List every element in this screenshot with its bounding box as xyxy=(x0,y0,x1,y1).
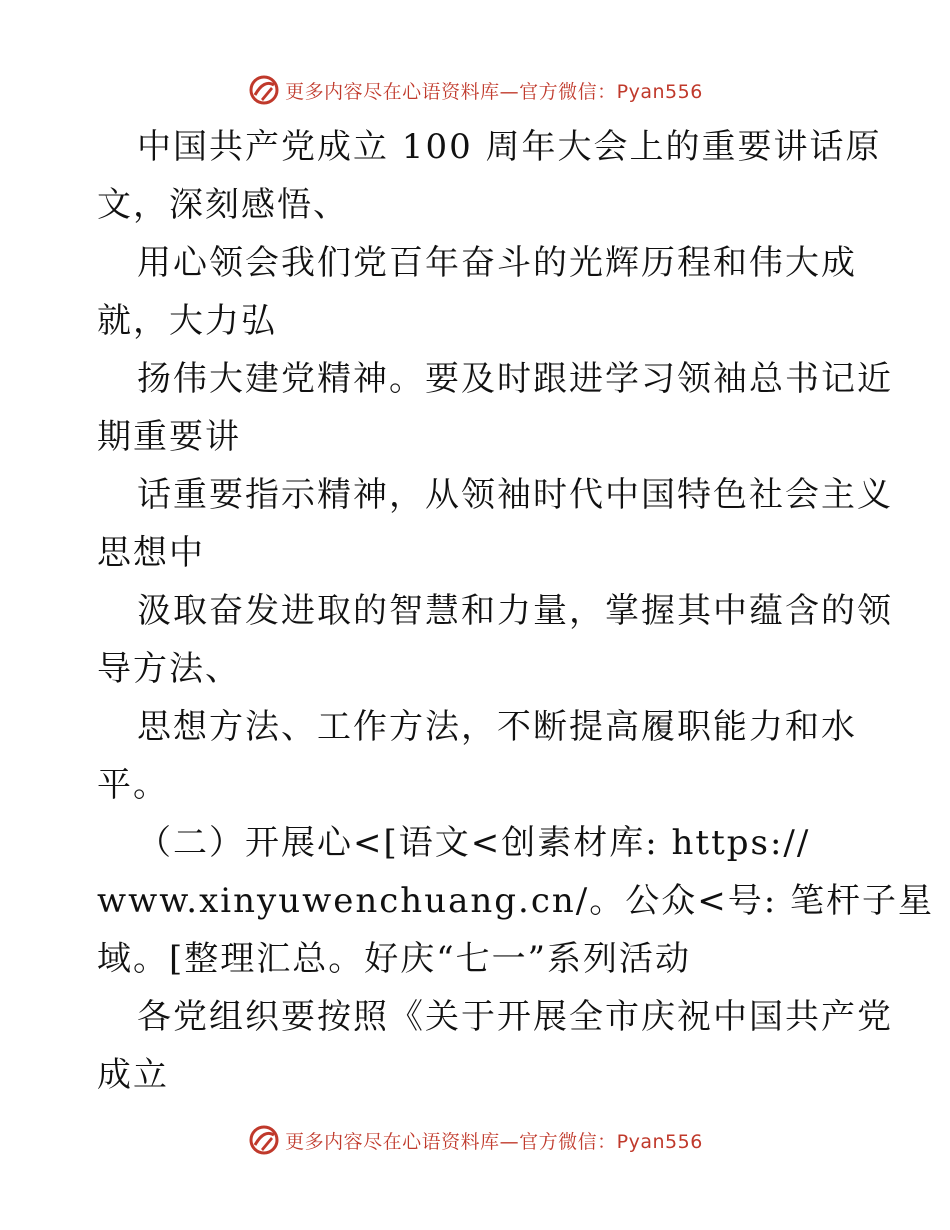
watermark-text: 更多内容尽在心语资料库—官方微信：Pyan556 xyxy=(285,80,703,103)
swirl-pen-logo-icon xyxy=(247,73,281,107)
watermark-text: 更多内容尽在心语资料库—官方微信：Pyan556 xyxy=(285,1130,703,1153)
body-line: 扬伟大建党精神。要及时跟进学习领袖总书记近 xyxy=(137,359,893,399)
document-body xyxy=(97,118,934,1104)
body-line: 思想中 xyxy=(97,533,205,573)
body-line: 域。[整理汇总。好庆“七一”系列活动 xyxy=(97,939,692,979)
body-line: 期重要讲 xyxy=(97,417,241,457)
body-line: 中国共产党成立 100 周年大会上的重要讲话原 xyxy=(137,127,882,167)
body-line: 成立 xyxy=(97,1055,169,1095)
body-line: www.xinyuwenchuang.cn/。公众<号: 笔杆子星 xyxy=(97,881,934,921)
body-line: 汲取奋发进取的智慧和力量，掌握其中蕴含的领 xyxy=(137,591,893,631)
body-line: 文，深刻感悟、 xyxy=(97,185,349,225)
body-line: 话重要指示精神，从领袖时代中国特色社会主义 xyxy=(137,475,893,515)
body-line: 用心领会我们党百年奋斗的光辉历程和伟大成 xyxy=(137,243,857,283)
swirl-pen-logo-icon xyxy=(247,1123,281,1157)
body-line: （二）开展心<[语文<创素材库: https:// xyxy=(137,823,811,863)
body-line: 平。 xyxy=(97,765,169,805)
body-line: 思想方法、工作方法，不断提高履职能力和水 xyxy=(137,707,857,747)
header-watermark xyxy=(0,70,950,110)
body-line: 导方法、 xyxy=(97,649,241,689)
body-line: 就，大力弘 xyxy=(97,301,277,341)
body-line: 各党组织要按照《关于开展全市庆祝中国共产党 xyxy=(137,997,893,1037)
footer-watermark xyxy=(0,1120,950,1160)
